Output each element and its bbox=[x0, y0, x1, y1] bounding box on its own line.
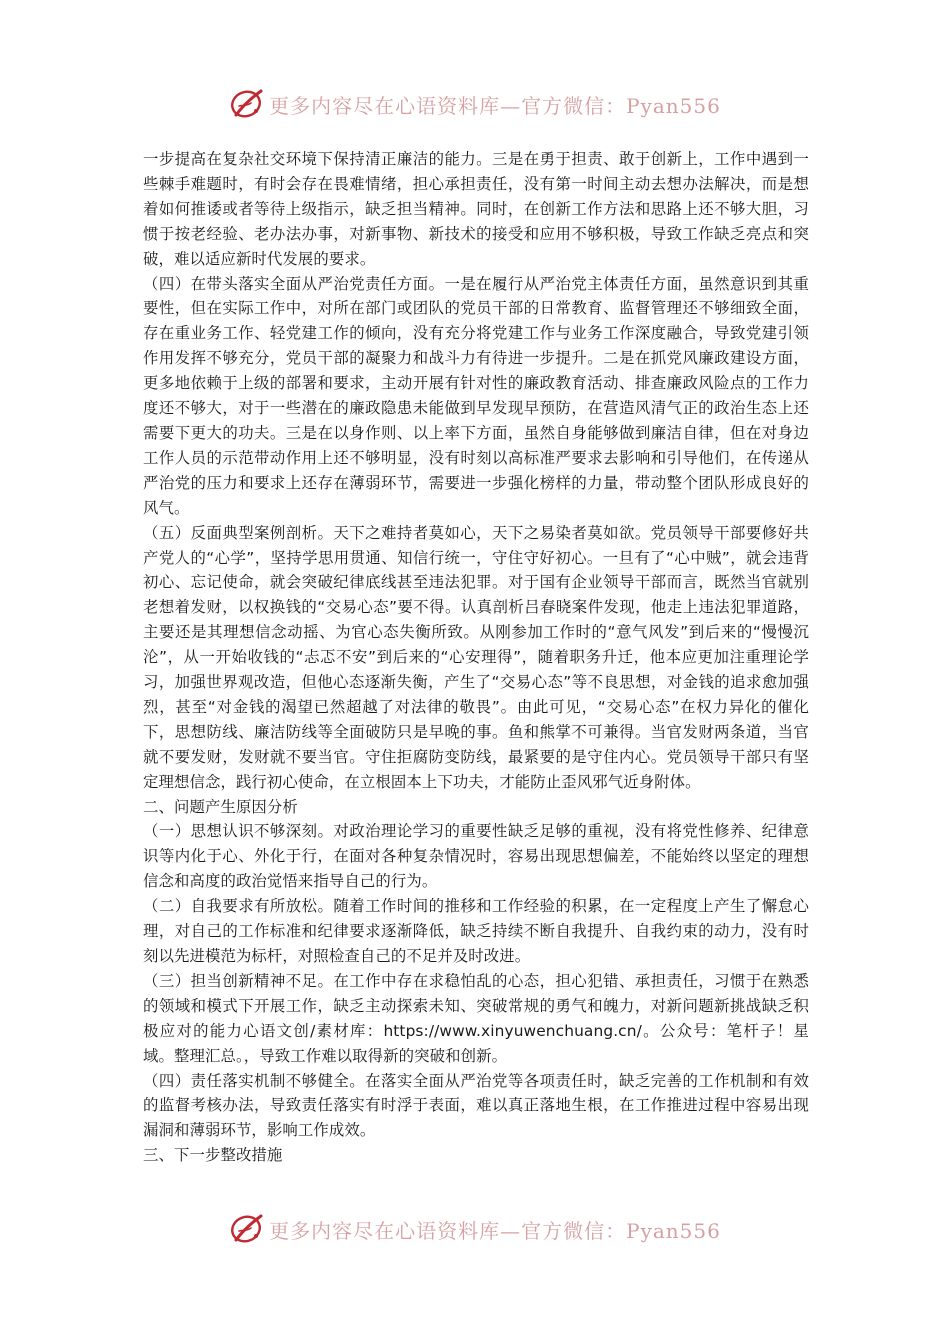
paragraph-5: （一）思想认识不够深刻。对政治理论学习的重要性缺乏足够的重视，没有将党性修养、纪律意识等内化于心、外化于行，在面对各种复杂情况时，容易出现思想偏差，不能始终以坚定的理想信念和高度的政治觉悟来指导自己的行为。 bbox=[143, 822, 809, 891]
paragraph-2: （四）在带头落实全面从严治党责任方面。一是在履行从严治党主体责任方面，虽然意识到其重要性，但在实际工作中，对所在部门或团队的党员干部的日常教育、监督管理还不够细致全面，存在重业务工作、轻党建工作的倾向，没有充分将党建工作与业务工作深度融合，导致党建引领作用发挥不够充分，党员干部的凝聚力和战斗力有待进一步提升。二是在抓党风廉政建设方面，更多地依赖于上级的部署和要求，主动开展有针对性的廉政教育活动、排查廉政风险点的工作力度还不够大，对于一些潜在的廉政隐患未能做到早发现早预防，在营造风清气正的政治生态上还需要下更大的功夫。三是在以身作则、以上率下方面，虽然自身能够做到廉洁自律，但在对身边工作人员的示范带动作用上还不够明显，没有时刻以高标准严要求去影响和引导他们，在传递从严治党的压力和要求上还存在薄弱环节，需要进一步强化榜样的力量，带动整个团队形成良好的风气。 bbox=[143, 274, 809, 517]
brush-logo-icon bbox=[229, 1212, 265, 1246]
paragraph-6: （二）自我要求有所放松。随着工作时间的推移和工作经验的积累，在一定程度上产生了懈怠心理，对自己的工作标准和纪律要求逐渐降低，缺乏持续不断自我提升、自我约束的动力，没有时刻以先进模范为标杆，对照检查自己的不足并及时改进。 bbox=[143, 897, 809, 965]
paragraph-3: （五）反面典型案例剖析。天下之难持者莫如心，天下之易染者莫如欲。党员领导干部要修好共产党人的“心学”，坚持学思用贯通、知信行统一，守住守好初心。一旦有了“心中贼”，就会违背初心、忘记使命，就会突破纪律底线甚至违法犯罪。对于国有企业领导干部而言，既然当官就别老想着发财，以权换钱的“交易心态”要不得。认真剖析吕春晓案件发现，他走上违法犯罪道路，主要还是其理想信念动摇、为官心态失衡所致。从刚参加工作时的“意气风发”到后来的“慢慢沉沦”，从一开始收钱的“忐忑不安”到后来的“心安理得”，随着职务升迁，他本应更加注重理论学习，加强世界观改造，但他心态逐渐失衡，产生了“交易心态”等不良思想，对金钱的追求愈加强烈，甚至“对金钱的渴望已然超越了对法律的敬畏”。由此可见，“交易心态”在权力异化的催化下，思想防线、廉洁防线等全面破防只是早晚的事。鱼和熊掌不可兼得。当官发财两条道，当官就不要发财，发财就不要当官。守住拒腐防变防线，最紧要的是守住内心。党员领导干部只有坚定理想信念，践行初心使命，在立根固本上下功夫，才能防止歪风邪气近身附体。 bbox=[143, 523, 809, 791]
watermark-text: 更多内容尽在心语资料库—官方微信：Pyan556 bbox=[269, 1218, 721, 1243]
paragraph-8: （四）责任落实机制不够健全。在落实全面从严治党等各项责任时，缺乏完善的工作机制和有效的监督考核办法，导致责任落实有时浮于表面，难以真正落地生根，在工作推进过程中容易出现漏洞和薄弱环节，影响工作成效。 bbox=[143, 1071, 809, 1140]
watermark-text: 更多内容尽在心语资料库—官方微信：Pyan556 bbox=[269, 93, 721, 118]
header-watermark bbox=[0, 84, 950, 124]
brush-logo-icon bbox=[229, 87, 265, 121]
paragraph-1: 一步提高在复杂社交环境下保持清正廉洁的能力。三是在勇于担责、敢于创新上，工作中遇到一些棘手难题时，有时会存在畏难情绪，担心承担责任，没有第一时间主动去想办法解决，而是想着如何推诿或者等待上级指示，缺乏担当精神。同时，在创新工作方法和思路上还不够大胆，习惯于按老经验、老办法办事，对新事物、新技术的接受和应用不够积极，导致工作缺乏亮点和突破，难以适应新时代发展的要求。 bbox=[143, 150, 809, 268]
footer-watermark bbox=[0, 1209, 950, 1249]
section-heading-2: 二、问题产生原因分析 bbox=[143, 797, 298, 816]
paragraph-7: （三）担当创新精神不足。在工作中存在求稳怕乱的心态，担心犯错、承担责任，习惯于在熟悉的领域和模式下开展工作，缺乏主动探索未知、突破常规的勇气和魄力，对新问题新挑战缺乏积极应对的能力心语文创/素材库：https://www.xinyuwenchuang.cn/。公众号：笔杆子！星域。整理汇总。，导致工作难以取得新的突破和创新。 bbox=[143, 971, 809, 1065]
section-heading-3: 三、下一步整改措施 bbox=[143, 1146, 283, 1165]
document-body bbox=[143, 147, 809, 1168]
